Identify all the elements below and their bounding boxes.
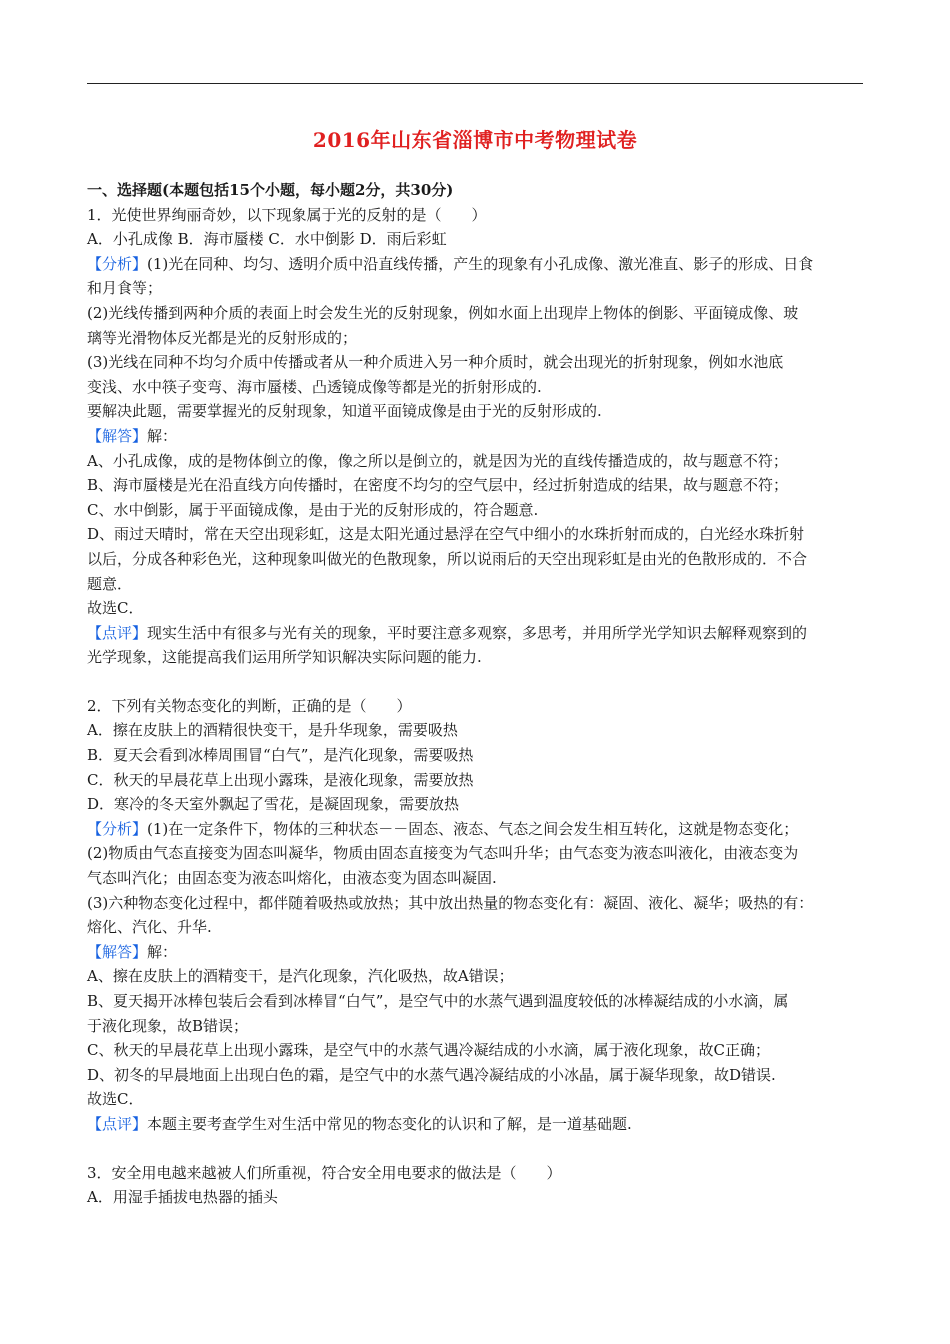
q1-analysis-line: (2)光线传播到两种介质的表面上时会发生光的反射现象，例如水面上出现岸上物体的倒影、平面镜成像、玻 <box>87 303 799 322</box>
q2-answer-a: A、擦在皮肤上的酒精变干，是汽化现象，汽化吸热，故A错误； <box>87 967 514 986</box>
q1-answer-c: C、水中倒影，属于平面镜成像，是由于光的反射形成的，符合题意. <box>87 500 539 519</box>
q1-answer-d: 题意． <box>87 574 133 593</box>
q2-option-d: D．寒冷的冬天室外飘起了雪花，是凝固现象，需要放热 <box>87 795 460 814</box>
answer-tag: 【解答】 <box>87 942 148 961</box>
document-body <box>87 178 865 1210</box>
q2-answer-c: C、秋天的早晨花草上出现小露珠，是空气中的水蒸气遇冷凝结成的小水滴，属于液化现象，故C正确； <box>87 1041 770 1060</box>
spacer <box>87 1137 865 1161</box>
q1-answer-b: B、海市蜃楼是光在沿直线方向传播时，在密度不均匀的空气层中，经过折射造成的结果，故与题意不符； <box>87 476 789 495</box>
q2-option-b: B．夏天会看到冰棒周围冒“白气”，是汽化现象，需要吸热 <box>87 746 474 765</box>
q1-comment: 【点评】现实生活中有很多与光有关的现象，平时要注意多观察，多思考，并用所学光学知识去解释观察到的 <box>87 623 808 642</box>
q3-stem: 3．安全用电越来越被人们所重视，符合安全用电要求的做法是（ ） <box>87 1163 562 1182</box>
q1-analysis-line: (3)光线在同种不均匀介质中传播或者从一种介质进入另一种介质时，就会出现光的折射现象，例如水池底 <box>87 353 784 372</box>
q1-answer-a: A、小孔成像，成的是物体倒立的像，像之所以是倒立的，就是因为光的直线传播造成的，故与题意不符； <box>87 451 788 470</box>
q2-choose: 故选C． <box>87 1090 144 1109</box>
q2-answer-b: B、夏天揭开冰棒包装后会看到冰棒冒“白气”，是空气中的水蒸气遇到温度较低的冰棒凝结成的小水滴，属 <box>87 992 789 1010</box>
q1-stem: 1．光使世界绚丽奇妙，以下现象属于光的反射的是（ ） <box>87 205 487 224</box>
q2-answer-head: 【解答】解： <box>87 942 178 961</box>
exam-title: 2016年山东省淄博市中考物理试卷 <box>312 128 638 152</box>
q1-answer-d: D、雨过天晴时，常在天空出现彩虹，这是太阳光通过悬浮在空气中细小的水珠折射而成的，白光经水珠折射 <box>87 525 805 544</box>
q1-analysis-line: 变浅、水中筷子变弯、海市蜃楼、凸透镜成像等都是光的折射形成的. <box>87 377 542 396</box>
answer-tag: 【解答】 <box>87 426 148 445</box>
analysis-tag: 【分析】 <box>87 254 148 273</box>
q2-answer-d: D、初冬的早晨地面上出现白色的霜，是空气中的水蒸气遇冷凝结成的小冰晶，属于凝华现象，故D错误. <box>87 1065 776 1084</box>
header-rule <box>87 83 863 84</box>
q2-analysis-line: 熔化、汽化、升华. <box>87 918 212 937</box>
q1-comment: 光学现象，这能提高我们运用所学知识解决实际问题的能力. <box>87 648 482 667</box>
q1-analysis-line: 和月食等； <box>87 279 163 298</box>
q2-option-c: C．秋天的早晨花草上出现小露珠，是液化现象，需要放热 <box>87 770 474 789</box>
q1-analysis-line: 【分析】(1)光在同种、均匀、透明介质中沿直线传播，产生的现象有小孔成像、激光准直、影子的形成、日食 <box>87 254 814 273</box>
comment-tag: 【点评】 <box>87 623 148 642</box>
q1-answer-head: 【解答】解： <box>87 426 178 445</box>
q1-analysis-line: 璃等光滑物体反光都是光的反射形成的； <box>87 328 358 347</box>
q2-analysis-line: (2)物质由气态直接变为固态叫凝华，物质由固态直接变为气态叫升华；由气态变为液态叫液化，由液态变为 <box>87 844 799 863</box>
spacer <box>87 670 865 694</box>
q3-option-a: A．用湿手插拔电热器的插头 <box>87 1188 278 1207</box>
q2-stem: 2．下列有关物态变化的判断，正确的是（ ） <box>87 696 412 715</box>
q2-analysis-line: 气态叫汽化；由固态变为液态叫熔化，由液态变为固态叫凝固. <box>87 869 497 888</box>
comment-tag: 【点评】 <box>87 1114 148 1133</box>
analysis-tag: 【分析】 <box>87 819 148 838</box>
q2-analysis-line: (3)六种物态变化过程中，都伴随着吸热或放热；其中放出热量的物态变化有：凝固、液化、凝华；吸热的有： <box>87 893 814 912</box>
q1-options: A．小孔成像 B．海市蜃楼 C．水中倒影 D．雨后彩虹 <box>87 230 447 249</box>
q2-analysis-line: 【分析】(1)在一定条件下，物体的三种状态－－固态、液态、气态之间会发生相互转化，这就是物态变化； <box>87 819 799 838</box>
q2-option-a: A．擦在皮肤上的酒精很快变干，是升华现象，需要吸热 <box>87 721 458 740</box>
q1-choose: 故选C． <box>87 599 144 618</box>
q1-answer-d: 以后，分成各种彩色光，这种现象叫做光的色散现象，所以说雨后的天空出现彩虹是由光的色散形成的．不合 <box>87 549 808 568</box>
q1-analysis-line: 要解决此题，需要掌握光的反射现象，知道平面镜成像是由于光的反射形成的. <box>87 402 602 421</box>
q2-comment: 【点评】本题主要考查学生对生活中常见的物态变化的认识和了解，是一道基础题. <box>87 1114 632 1133</box>
q2-answer-b: 于液化现象，故B错误； <box>87 1016 249 1035</box>
section-heading: 一、选择题(本题包括15个小题，每小题2分，共30分) <box>87 181 454 199</box>
